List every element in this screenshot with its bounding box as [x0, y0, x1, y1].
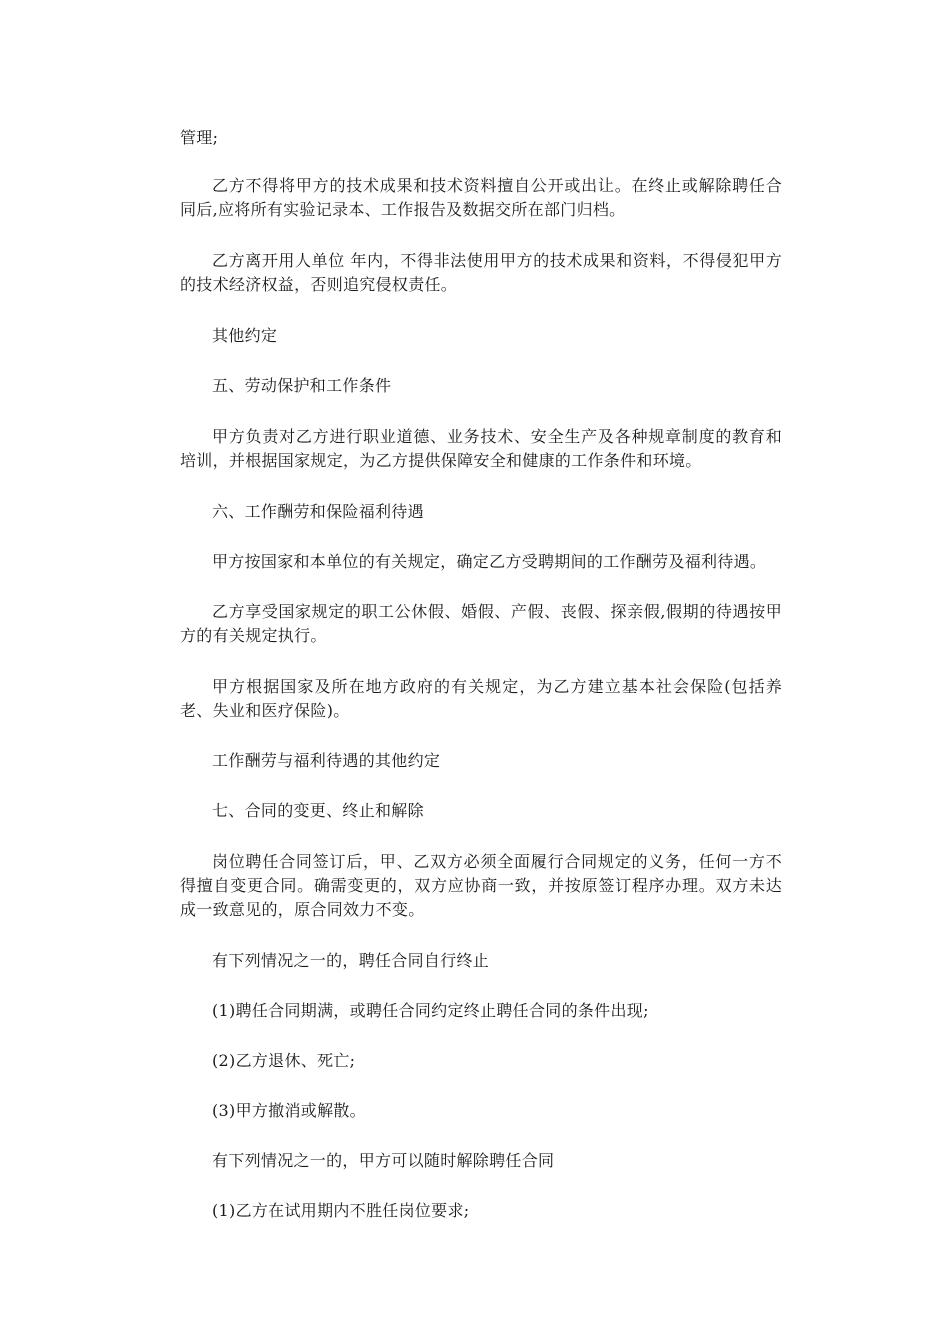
- section-heading-compensation: 六、工作酬劳和保险福利待遇: [212, 502, 424, 521]
- section-heading-labor-protection: 五、劳动保护和工作条件: [212, 376, 392, 395]
- paragraph-tech-results-confidentiality: 乙方不得将甲方的技术成果和技术资料擅自公开或出让。在终止或解除聘任合同后,应将所有实验记录本、工作报告及数据交所在部门归档。: [180, 176, 782, 219]
- list-item-dismissal-1: (1)乙方在试用期内不胜任岗位要求;: [212, 1201, 470, 1220]
- list-item-termination-1: (1)聘任合同期满，或聘任合同约定终止聘任合同的条件出现;: [212, 1001, 649, 1020]
- paragraph-social-insurance: 甲方根据国家及所在地方政府的有关规定，为乙方建立基本社会保险(包括养老、失业和医疗保险)。: [180, 677, 782, 720]
- paragraph-other-agreements: 其他约定: [212, 326, 278, 345]
- paragraph-post-departure-restriction: 乙方离开用人单位 年内，不得非法使用甲方的技术成果和资料，不得侵犯甲方的技术经济权益，否则追究侵权责任。: [180, 251, 782, 294]
- paragraph-dismissal-intro: 有下列情况之一的，甲方可以随时解除聘任合同: [212, 1151, 555, 1170]
- paragraph-training-and-conditions: 甲方负责对乙方进行职业道德、业务技术、安全生产及各种规章制度的教育和培训，并根据国家规定，为乙方提供保障安全和健康的工作条件和环境。: [180, 427, 782, 470]
- paragraph-other-compensation-agreements: 工作酬劳与福利待遇的其他约定: [212, 751, 441, 770]
- paragraph-management: 管理;: [180, 128, 219, 147]
- section-heading-contract-changes: 七、合同的变更、终止和解除: [212, 801, 424, 820]
- paragraph-compensation-rules: 甲方按国家和本单位的有关规定，确定乙方受聘期间的工作酬劳及福利待遇。: [212, 552, 767, 571]
- paragraph-leave-benefits: 乙方享受国家规定的职工公休假、婚假、产假、丧假、探亲假,假期的待遇按甲方的有关规定执行。: [180, 602, 782, 645]
- paragraph-contract-modification: 岗位聘任合同签订后，甲、乙双方必须全面履行合同规定的义务，任何一方不得擅自变更合同。确需变更的，双方应协商一致，并按原签订程序办理。双方未达成一致意见的，原合同效力不变。: [180, 852, 782, 919]
- list-item-termination-2: (2)乙方退休、死亡;: [212, 1051, 356, 1070]
- paragraph-automatic-termination-intro: 有下列情况之一的，聘任合同自行终止: [212, 951, 490, 970]
- list-item-termination-3: (3)甲方撤消或解散。: [212, 1101, 366, 1120]
